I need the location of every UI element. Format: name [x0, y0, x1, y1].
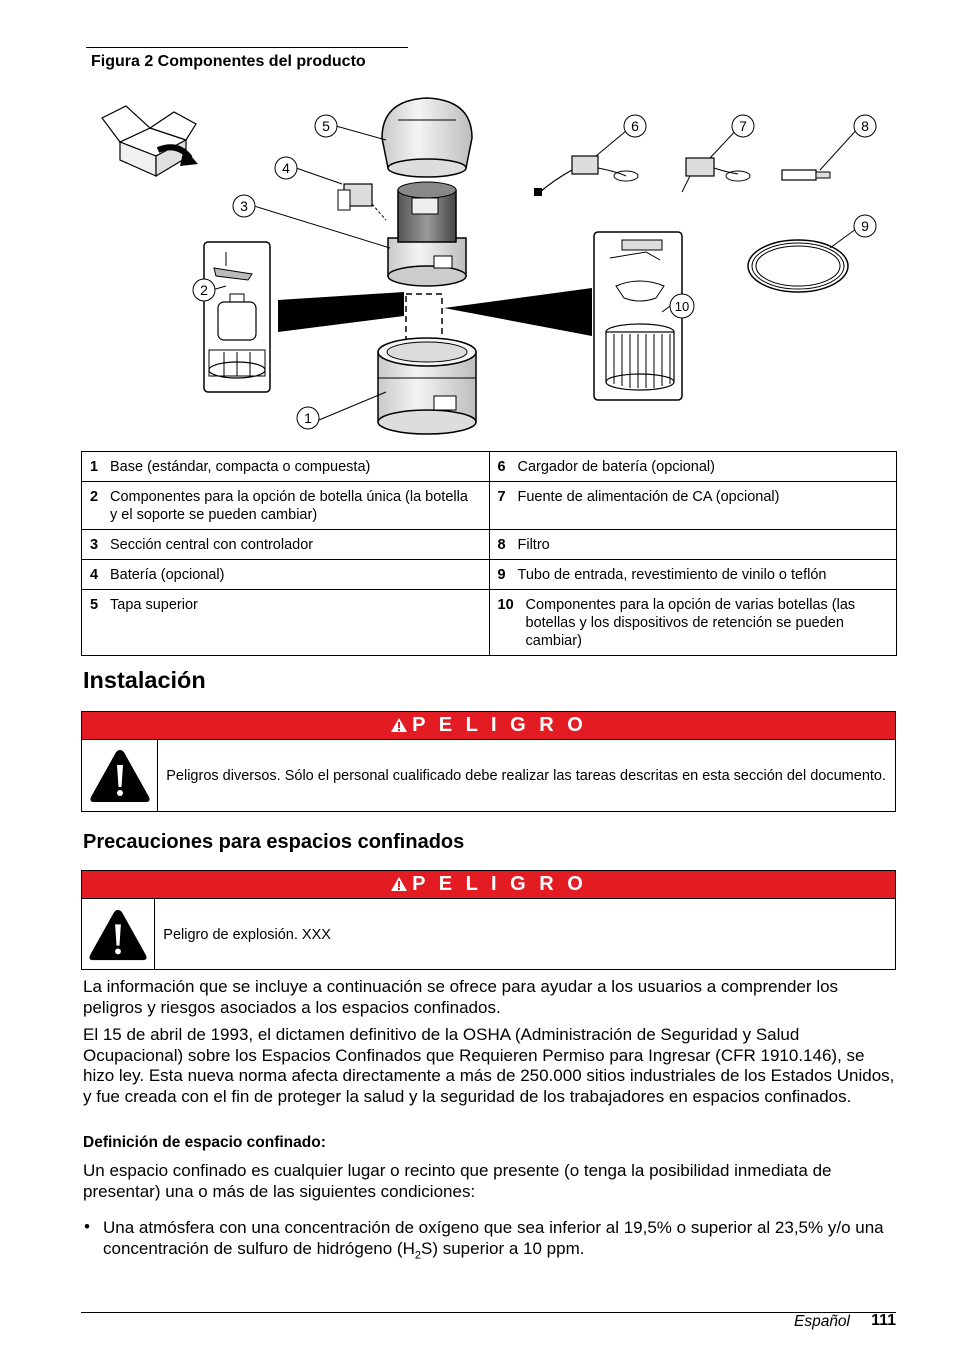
legend-cell: 10 Componentes para la opción de varias botellas (las botellas y los dispositivos de retención se pueden cambiar) — [489, 590, 897, 656]
packaging-box-icon — [102, 106, 198, 176]
warning-triangle-icon — [390, 717, 408, 733]
svg-text:5: 5 — [322, 118, 330, 134]
top-cover-component — [382, 98, 472, 177]
legend-row — [82, 482, 897, 530]
svg-text:10: 10 — [674, 299, 690, 314]
callout-2 — [193, 279, 215, 301]
hazard-icon-cell — [82, 899, 155, 970]
danger-message: Peligros diversos. Sólo el personal cualificado debe realizar las tareas descritas en esta sección del documento. — [166, 768, 887, 784]
legend-row — [82, 530, 897, 560]
legend-row — [82, 560, 897, 590]
svg-text:4: 4 — [282, 160, 290, 176]
hazard-warning-icon — [87, 907, 149, 963]
svg-text:6: 6 — [631, 118, 639, 134]
legend-cell: 7 Fuente de alimentación de CA (opcional) — [489, 482, 897, 530]
svg-text:8: 8 — [861, 118, 869, 134]
danger-message: Peligro de explosión. XXX — [163, 926, 331, 943]
legend-cell: 4 Batería (opcional) — [82, 560, 490, 590]
legend-cell: 8 Filtro — [489, 530, 897, 560]
battery-charger-component — [534, 156, 638, 196]
ac-power-supply-component — [682, 158, 750, 192]
svg-text:2: 2 — [200, 282, 208, 298]
hazard-icon-cell — [82, 740, 158, 812]
definition-paragraph: Un espacio confinado es cualquier lugar o recinto que presente (o tenga la posibilidad inmediata de presentar) una o más de las siguientes condiciones: — [83, 1161, 832, 1201]
danger-header: P E L I G R O — [82, 871, 895, 899]
battery-component — [338, 184, 386, 220]
warning-triangle-icon — [390, 876, 408, 892]
page-number: 111 — [871, 1312, 896, 1329]
callout-10 — [670, 294, 694, 318]
multi-bottle-panel — [594, 232, 682, 400]
footer-language: Español — [793, 1313, 850, 1330]
figure-caption: Figura 2 Componentes del producto — [91, 53, 366, 70]
bullet-marker: • — [84, 1217, 90, 1236]
legend-cell: 6 Cargador de batería (opcional) — [489, 452, 897, 482]
beam-left — [278, 292, 404, 332]
beam-right — [444, 288, 592, 336]
intro-paragraph: La información que se incluye a continuación se ofrece para ayudar a los usuarios a comprender los peligros y riesgos asociados a los espacios confinados. — [83, 977, 839, 1017]
legend-cell: 2 Componentes para la opción de botella única (la botella y el soporte se pueden cambiar) — [82, 482, 490, 530]
callout-9 — [854, 215, 876, 237]
bullet-item: Una atmósfera con una concentración de oxígeno que sea inferior al 19,5% o superior al 23,5% y/o una concentración de sulfuro de hidrógeno $(H_2S)$ superior a 10 ppm. — [103, 1218, 884, 1261]
callout-7 — [732, 115, 754, 137]
legend-cell: 5 Tapa superior — [82, 590, 490, 656]
footer-rule — [81, 1312, 896, 1313]
product-components-figure — [86, 80, 898, 440]
legend-cell: 1 Base (estándar, compacta o compuesta) — [82, 452, 490, 482]
danger-box-general — [81, 711, 896, 812]
svg-text:3: 3 — [240, 198, 248, 214]
danger-box-explosion — [81, 870, 896, 970]
svg-text:1: 1 — [304, 410, 312, 426]
osha-paragraph: El 15 de abril de 1993, el dictamen definitivo de la OSHA (Administración de Seguridad y Salud Ocupacional) sobre los Espacios Confinados que Requieren Permiso para Ingresar (CFR 1910.146), se hizo ley. Esta nueva norma afecta directamente a más de 250.000 sitios industriales de los Estados Unidos, y fue creada con el fin de proteger la salud y la seguridad de los trabajadores en espacios confinados. — [83, 1025, 895, 1106]
legend-cell: 9 Tubo de entrada, revestimiento de vinilo o teflón — [489, 560, 897, 590]
subsection-title: Precauciones para espacios confinados — [83, 831, 465, 853]
section-title: Instalación — [83, 667, 206, 693]
center-section-component — [388, 182, 466, 286]
hazard-warning-icon — [88, 747, 152, 805]
definition-title: Definición de espacio confinado: — [83, 1134, 326, 1151]
danger-header: P E L I G R O — [82, 712, 895, 740]
callout-1 — [297, 407, 319, 429]
components-legend-table — [81, 451, 897, 656]
legend-row — [82, 590, 897, 656]
svg-text:7: 7 — [739, 118, 747, 134]
callout-4 — [275, 157, 297, 179]
legend-cell: 3 Sección central con controlador — [82, 530, 490, 560]
callout-6 — [624, 115, 646, 137]
callout-5 — [315, 115, 337, 137]
svg-text:9: 9 — [861, 218, 869, 234]
callout-leaders — [212, 126, 860, 420]
single-bottle-panel — [204, 242, 270, 392]
figure-rule — [86, 47, 408, 48]
legend-row — [82, 452, 897, 482]
callout-3 — [233, 195, 255, 217]
filter-component — [782, 170, 830, 180]
intake-tube-component — [748, 240, 848, 292]
base-component — [378, 338, 476, 434]
callout-8 — [854, 115, 876, 137]
